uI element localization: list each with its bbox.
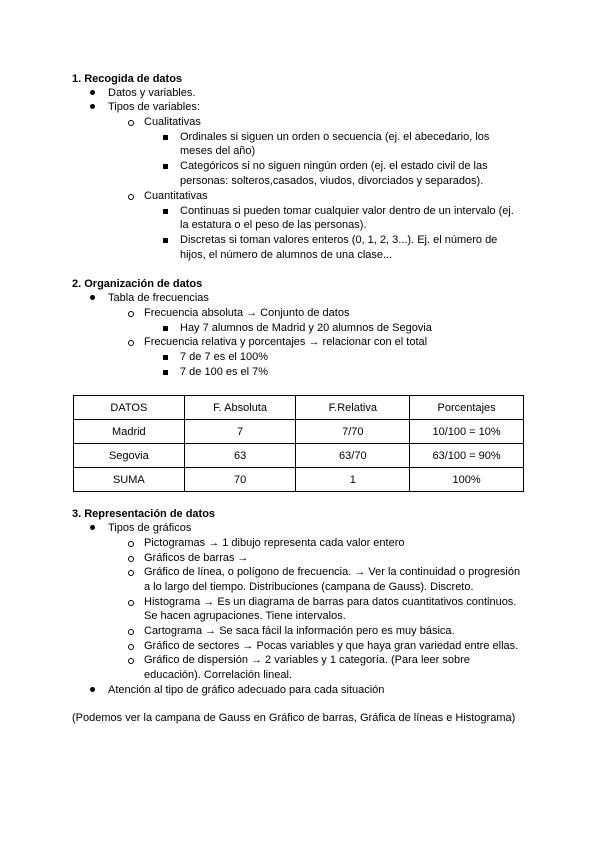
bullet-square-icon [163, 365, 168, 380]
table-cell: 7 [184, 420, 296, 444]
bullet-circle-icon [128, 189, 134, 204]
list-item: Cualitativas [144, 116, 201, 128]
list-item: 7 de 100 es el 7% [180, 366, 269, 378]
table-cell: 7/70 [296, 420, 410, 444]
list-item: Tipos de gráficos [108, 522, 192, 534]
list-item: Tipos de variables: [108, 101, 200, 113]
list-item: Pictogramas → 1 dibujo representa cada valor entero [144, 537, 405, 549]
bullet-circle-icon [128, 624, 134, 639]
list-item: 7 de 7 es el 100% [180, 351, 269, 363]
bullet-square-icon [163, 321, 168, 336]
bullet-disc-icon [90, 291, 95, 306]
bullet-circle-icon [128, 639, 134, 654]
list-item: Gráfico de dispersión → 2 variables y 1 categoría. (Para leer sobre [144, 654, 470, 666]
list-item: Tabla de frecuencias [108, 292, 209, 304]
list-item: Discretas si toman valores enteros (0, 1, 2, 3...). Ej. el número de [180, 234, 498, 246]
table-cell: 63/100 = 90% [410, 444, 524, 468]
table-cell: Madrid [74, 420, 185, 444]
list-item: Hay 7 alumnos de Madrid y 20 alumnos de Segovia [180, 322, 432, 334]
table-cell: 70 [184, 468, 296, 492]
table-row [74, 420, 524, 444]
bullet-square-icon [163, 233, 168, 248]
section-1-heading: 1. Recogida de datos [72, 73, 183, 85]
list-item: Cartograma → Se saca fácil la información pero es muy básica. [144, 625, 455, 637]
table-cell: Segovia [74, 444, 185, 468]
bullet-circle-icon [128, 595, 134, 610]
table-cell: 100% [410, 468, 524, 492]
section-3-heading: 3. Representación de datos [72, 508, 216, 520]
table-header-cell: DATOS [74, 396, 185, 420]
list-item: Ordinales si siguen un orden o secuencia (ej. el abecedario, los [180, 131, 490, 143]
list-item-continuation: meses del año) [180, 145, 256, 157]
list-item-continuation: la estatura o el peso de las personas). [180, 219, 367, 231]
list-item: Cuantitativas [144, 190, 208, 202]
table-cell: 1 [296, 468, 410, 492]
list-item-continuation: hijos, el número de alumnos de una clase... [180, 249, 393, 261]
bullet-circle-icon [128, 551, 134, 566]
table-cell: 10/100 = 10% [410, 420, 524, 444]
footnote-text: (Podemos ver la campana de Gauss en Gráfico de barras, Gráfica de líneas e Histograma) [72, 712, 516, 724]
section-2-heading: 2. Organización de datos [72, 278, 203, 290]
bullet-disc-icon [90, 521, 95, 536]
bullet-square-icon [163, 350, 168, 365]
bullet-circle-icon [128, 335, 134, 350]
bullet-disc-icon [90, 86, 95, 101]
list-item: Categóricos si no siguen ningún orden (ej. el estado civil de las [180, 160, 488, 172]
bullet-disc-icon [90, 100, 95, 115]
list-item: Datos y variables. [108, 87, 196, 99]
table-header-row [74, 396, 524, 420]
bullet-circle-icon [128, 306, 134, 321]
list-item-continuation: a lo largo del tiempo. Distribuciones (campana de Gauss). Discreto. [144, 581, 474, 593]
table-header-cell: Porcentajes [410, 396, 524, 420]
table-row [74, 468, 524, 492]
list-item: Continuas si pueden tomar cualquier valor dentro de un intervalo (ej. [180, 205, 514, 217]
list-item: Atención al tipo de gráfico adecuado para cada situación [108, 684, 385, 696]
table-cell: 63 [184, 444, 296, 468]
bullet-square-icon [163, 204, 168, 219]
list-item: Frecuencia relativa y porcentajes → relacionar con el total [144, 336, 428, 348]
list-item-continuation: educación). Correlación lineal. [144, 669, 292, 681]
table-row [74, 444, 524, 468]
bullet-square-icon [163, 159, 168, 174]
list-item: Histograma → Es un diagrama de barras para datos cuantitativos continuos. [144, 596, 517, 608]
table-cell: SUMA [74, 468, 185, 492]
bullet-circle-icon [128, 653, 134, 668]
list-item-continuation: Se hacen agrupaciones. Tiene intervalos. [144, 610, 346, 622]
list-item: Gráficos de barras → [144, 552, 249, 564]
bullet-circle-icon [128, 536, 134, 551]
bullet-disc-icon [90, 683, 95, 698]
list-item: Frecuencia absoluta → Conjunto de datos [144, 307, 350, 319]
table-cell: 63/70 [296, 444, 410, 468]
bullet-circle-icon [128, 565, 134, 580]
list-item-continuation: personas: solteros,casados, viudos, divorciados y separados). [180, 175, 484, 187]
bullet-circle-icon [128, 115, 134, 130]
table-header-cell: F.Relativa [296, 396, 410, 420]
bullet-square-icon [163, 130, 168, 145]
list-item: Gráfico de línea, o polígono de frecuencia. → Ver la continuidad o progresión [144, 566, 521, 578]
list-item: Gráfico de sectores → Pocas variables y que haya gran variedad entre ellas. [144, 640, 519, 652]
table-header-cell: F. Absoluta [184, 396, 296, 420]
frequency-table [73, 395, 524, 492]
